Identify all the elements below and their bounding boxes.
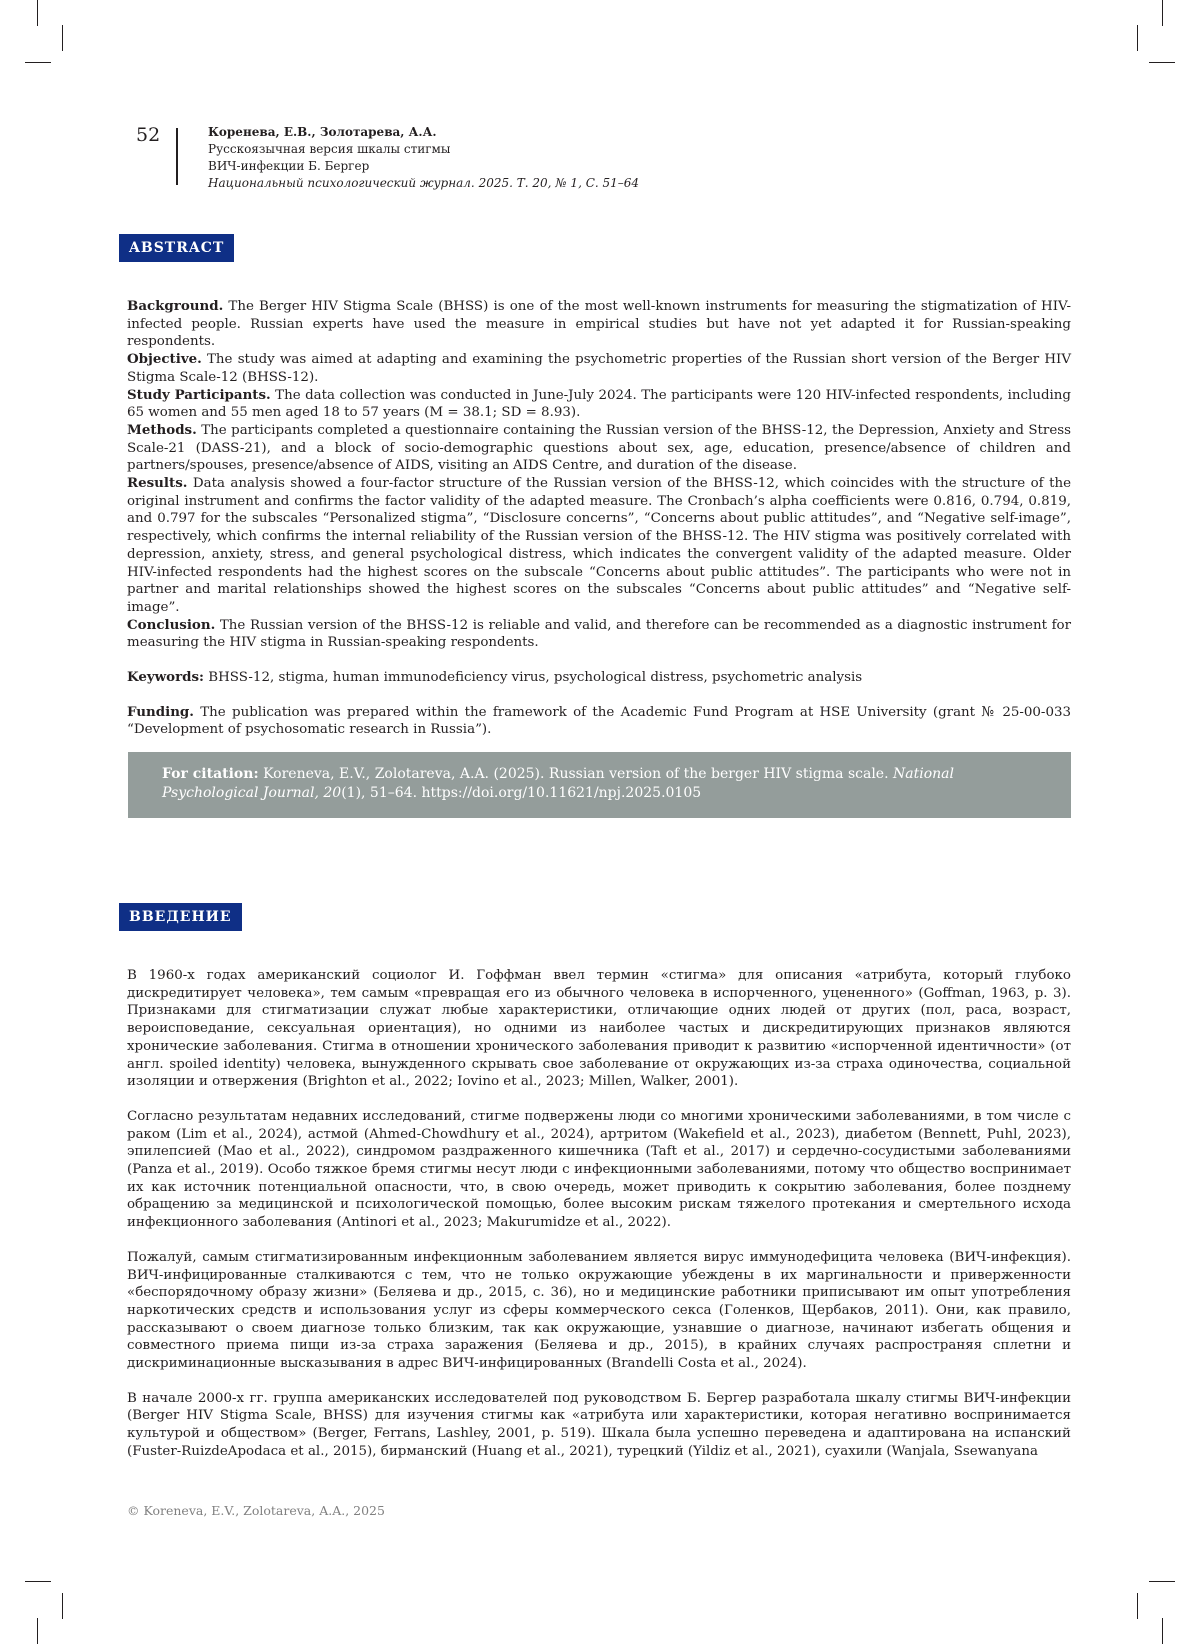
intro-paragraph: Пожалуй, самым стигматизированным инфекционным заболеванием является вирус иммунодефицита человека (ВИЧ-инфекция). ВИЧ-инфицированные сталкиваются с тем, что не только окружающие убеждены в их маргинальности и приверженности «беспорядочному образу жизни» (Беляева и др., 2015, с. 36), но и медицинские работники приписывают им опыт употребления наркотических средств и использования услуг из сферы коммерческого секса (Голенков, Щербаков, 2011). Они, как правило, рассказывают о своем диагнозе только близким, так как окружающие, узнавшие о диагнозе, начинают избегать общения и совместного приема пищи из-за страха заражения (Беляева и др., 2015), в крайних случаях распространяя сплетни и дискриминационные высказывания в адрес ВИЧ-инфицированных (Brandelli Costa et al., 2024). xyxy=(127,1249,1071,1372)
abstract-objective xyxy=(127,351,1071,386)
participants-label: Study Participants. xyxy=(127,386,271,403)
copyright-notice: © Koreneva, E.V., Zolotareva, A.A., 2025 xyxy=(127,1503,385,1518)
crop-mark xyxy=(1149,62,1175,63)
header-title-line-2: ВИЧ-инфекции Б. Бергер xyxy=(208,159,370,173)
methods-label: Methods. xyxy=(127,421,197,438)
abstract-methods xyxy=(127,422,1071,475)
running-header xyxy=(208,124,639,192)
header-title-line-1: Русскоязычная версия шкалы стигмы xyxy=(208,142,451,156)
page-number: 52 xyxy=(136,124,161,146)
crop-mark xyxy=(1137,25,1138,51)
abstract-participants xyxy=(127,387,1071,422)
citation-issue-doi: (1), 51–64. https://doi.org/10.11621/npj.2025.0105 xyxy=(341,785,702,801)
abstract-background xyxy=(127,298,1071,351)
participants-text: The data collection was conducted in June-July 2024. The participants were 120 HIV-infected respondents, including 65 women and 55 men aged 18 to 57 years (M = 38.1; SD = 8.93). xyxy=(127,387,1071,421)
citation-journal: National Psychological Journal, 20 xyxy=(162,766,954,801)
keywords-label: Keywords: xyxy=(127,669,205,686)
citation-box xyxy=(128,752,1071,818)
crop-mark xyxy=(1162,1618,1163,1644)
crop-mark xyxy=(25,62,51,63)
intro-paragraph: Согласно результатам недавних исследований, стигме подвержены люди со многими хроническими заболеваниями, в том числе с раком (Lim et al., 2024), астмой (Ahmed-Chowdhury et al., 2024), артритом (Wakefield et al., 2023), диабетом (Bennett, Puhl, 2023), эпилепсией (Mao et al., 2022), синдромом раздраженного кишечника (Taft et al., 2017) и сердечно-сосудистыми заболеваниями (Panza et al., 2019). Особо тяжкое бремя стигмы несут люди с инфекционными заболеваниями, потому что общество воспринимает их как источник потенциальной опасности, что, в свою очередь, может приводить к сокрытию заболевания, более позднему обращению за медицинской и психологической помощью, более высоким рискам тяжелого протекания и смертельного исхода инфекционного заболевания (Antinori et al., 2023; Makurumidze et al., 2022). xyxy=(127,1108,1071,1231)
crop-mark xyxy=(37,0,38,26)
crop-mark xyxy=(1149,1581,1175,1582)
header-journal: Национальный психологический журнал. 2025. Т. 20, № 1, С. 51–64 xyxy=(208,176,640,190)
background-label: Background. xyxy=(127,298,224,314)
abstract-section-label: ABSTRACT xyxy=(119,234,234,262)
crop-mark xyxy=(37,1618,38,1644)
funding-label: Funding. xyxy=(127,703,194,720)
header-divider xyxy=(176,128,178,185)
background-text: The Berger HIV Stigma Scale (BHSS) is one of the most well-known instruments for measuring the stigmatization of HIV-infected people. Russian experts have used the measure in empirical studies but have not yet adapted it for Russian-speaking respondents. xyxy=(127,299,1071,350)
objective-label: Objective. xyxy=(127,351,202,368)
intro-paragraph: В начале 2000-х гг. группа американских исследователей под руководством Б. Бергер разработала шкалу стигмы ВИЧ-инфекции (Berger HIV Stigma Scale, BHSS) для изучения стигмы как «атрибута или характеристики, которая негативно воспринимается культурой и обществом» (Berger, Ferrans, Lashley, 2001, p. 519). Шкала была успешно переведена и адаптирована на испанский (Fuster-RuizdeApodaca et al., 2015), бирманский (Huang et al., 2021), турецкий (Yildiz et al., 2021), суахили (Wanjala, Ssewanyana xyxy=(127,1390,1071,1459)
introduction-section-label: ВВЕДЕНИЕ xyxy=(119,903,242,931)
methods-text: The participants completed a questionnaire containing the Russian version of the BHSS-12, the Depression, Anxiety and Stress Scale-21 (DASS-21), and a block of socio-demographic questions about sex, age, education, presence/absence of children and partners/spouses, presence/absence of AIDS, visiting an AIDS Centre, and duration of the disease. xyxy=(127,422,1071,474)
crop-mark xyxy=(62,25,63,51)
abstract-keywords xyxy=(127,669,1071,687)
conclusion-label: Conclusion. xyxy=(127,616,216,633)
results-text: Data analysis showed a four-factor structure of the Russian version of the BHSS-12, which coincides with the structure of the original instrument and confirms the factor validity of the adapted measure. The Cronbach’s alpha coefficients were 0.816, 0.794, 0.819, and 0.797 for the subscales “Personalized stigma”, “Disclosure concerns”, “Concerns about public attitudes”, and “Negative self-image”, respectively, which confirms the internal reliability of the Russian version of the BHSS-12. The HIV stigma was positively correlated with depression, anxiety, stress, and general psychological distress, which indicates the convergent validity of the adapted measure. Older HIV-infected respondents had the highest scores on the subscale “Concerns about public attitudes”. The participants who were not in partner and marital relationships showed the highest scores on the subscales “Concerns about public attitudes” and “Negative self-image”. xyxy=(127,476,1071,615)
abstract-funding xyxy=(127,704,1071,739)
introduction-body xyxy=(127,967,1071,1478)
conclusion-text: The Russian version of the BHSS-12 is reliable and valid, and therefore can be recommended as a diagnostic instrument for measuring the HIV stigma in Russian-speaking respondents. xyxy=(127,617,1071,651)
results-label: Results. xyxy=(127,475,188,492)
header-authors: Коренева, Е.В., Золотарева, А.А. xyxy=(208,125,437,139)
crop-mark xyxy=(1137,1593,1138,1619)
keywords-text: BHSS-12, stigma, human immunodeficiency virus, psychological distress, psychometric analysis xyxy=(208,670,863,686)
funding-text: The publication was prepared within the framework of the Academic Fund Program at HSE University (grant № 25-00-033 “Development of psychosomatic research in Russia”). xyxy=(127,704,1072,738)
citation-label: For citation: xyxy=(162,766,259,782)
crop-mark xyxy=(25,1581,51,1582)
abstract-body xyxy=(127,298,1071,739)
crop-mark xyxy=(1162,0,1163,26)
intro-paragraph: В 1960-х годах американский социолог И. Гоффман ввел термин «стигма» для описания «атрибута, который глубоко дискредитирует человека», тем самым «превращая его из обычного человека в испорченного, уцененного» (Goffman, 1963, p. 3). Признаками для стигматизации служат любые характеристики, отличающие одних людей от других (пол, раса, возраст, вероисповедание, сексуальная ориентация), но одними из наиболее частых и дискредитирующих признаков являются хронические заболевания. Стигма в отношении хронического заболевания приводит к развитию «испорченной идентичности» (от англ. spoiled identity) человека, вынужденного скрывать свое заболевание от окружающих из-за страха одиночества, социальной изоляции и отвержения (Brighton et al., 2022; Iovino et al., 2023; Millen, Walker, 2001). xyxy=(127,968,1071,1090)
crop-mark xyxy=(62,1593,63,1619)
abstract-conclusion xyxy=(127,617,1071,652)
objective-text: The study was aimed at adapting and examining the psychometric properties of the Russian short version of the Berger HIV Stigma Scale-12 (BHSS-12). xyxy=(127,352,1071,385)
citation-text: Koreneva, E.V., Zolotareva, A.A. (2025). Russian version of the berger HIV stigma scale. xyxy=(263,766,889,782)
abstract-results xyxy=(127,475,1071,617)
